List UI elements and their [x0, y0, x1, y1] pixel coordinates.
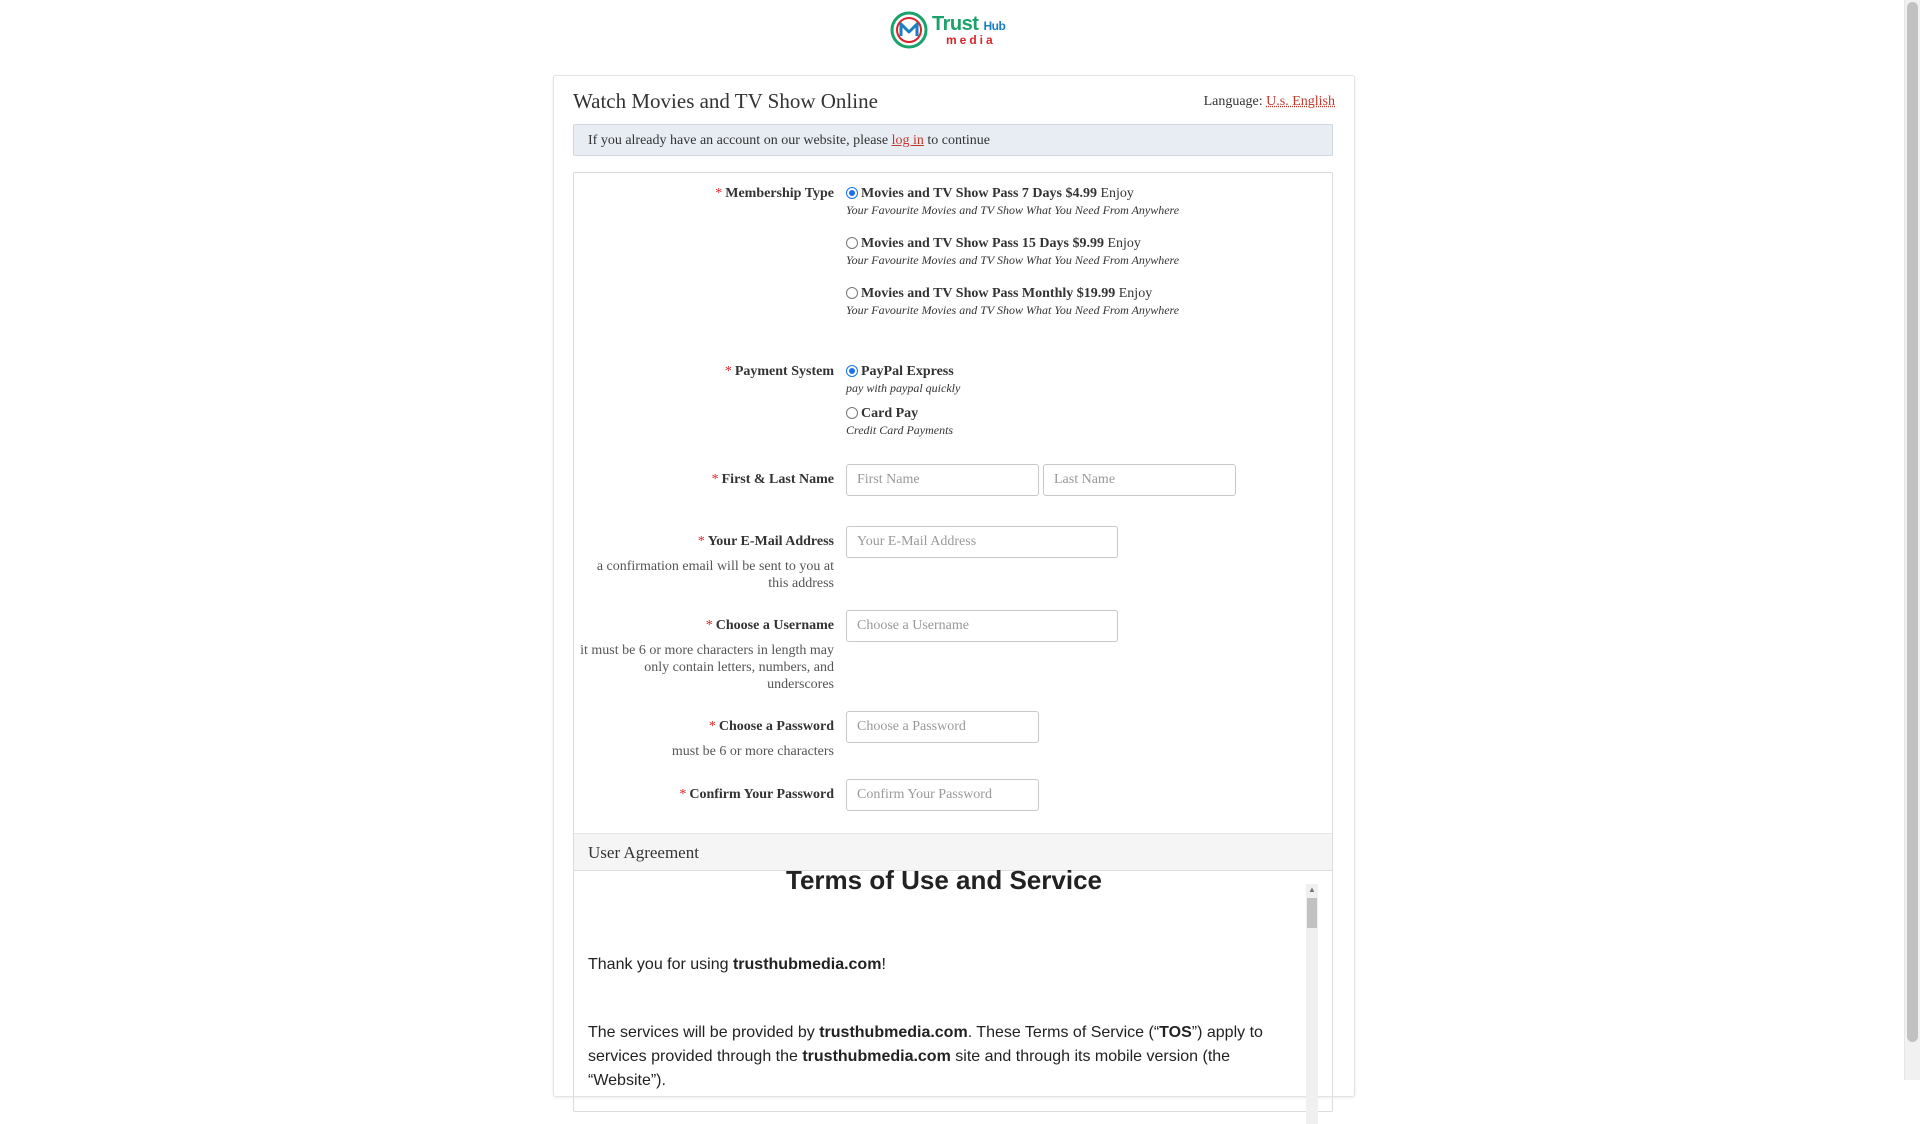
password-label: Choose a Password — [718, 719, 834, 734]
logo-mark-icon — [890, 11, 928, 49]
page-scrollbar-thumb[interactable] — [1907, 2, 1918, 1042]
membership-option-extra: Enjoy — [1107, 236, 1141, 251]
membership-option-monthly[interactable] — [846, 286, 1179, 318]
name-label: First & Last Name — [721, 472, 834, 487]
required-mark: * — [724, 364, 732, 379]
tos-text: Thank you for using — [588, 956, 733, 973]
radio-icon[interactable] — [846, 237, 858, 249]
username-label: Choose a Username — [715, 618, 834, 633]
tos-scrollbar[interactable] — [1306, 884, 1318, 1124]
notice-suffix: to continue — [927, 133, 990, 148]
username-input[interactable] — [846, 610, 1118, 642]
membership-option-desc: Your Favourite Movies and TV Show What You Need From Anywhere — [846, 303, 1180, 317]
membership-option-name: Movies and TV Show Pass 15 Days $9.99 — [861, 236, 1104, 251]
confirm-password-label: Confirm Your Password — [689, 787, 834, 802]
payment-option-name: PayPal Express — [861, 364, 954, 379]
page-scrollbar[interactable] — [1904, 0, 1920, 1080]
payment-option-desc: pay with paypal quickly — [846, 381, 961, 395]
login-notice — [573, 124, 1333, 156]
tos-title: Terms of Use and Service — [786, 865, 1102, 895]
membership-option-15-days[interactable] — [846, 236, 1179, 268]
membership-option-desc: Your Favourite Movies and TV Show What You Need From Anywhere — [846, 203, 1180, 217]
membership-option-name: Movies and TV Show Pass 7 Days $4.99 — [861, 186, 1097, 201]
logo-subtitle: media — [946, 33, 996, 47]
required-mark: * — [679, 787, 687, 802]
radio-checked-icon[interactable] — [846, 187, 858, 199]
radio-icon[interactable] — [846, 407, 858, 419]
tos-text: ! — [881, 956, 886, 973]
required-mark: * — [715, 186, 723, 201]
password-input[interactable] — [846, 711, 1039, 743]
email-note: a confirmation email will be sent to you at this address — [596, 559, 834, 591]
payment-options — [846, 364, 960, 456]
tos-scrollbar-thumb[interactable] — [1307, 898, 1317, 928]
logo-title-suffix: Hub — [983, 19, 1006, 33]
tos-site-name: trusthubmedia.com — [732, 956, 882, 973]
logo-title: Trust — [932, 13, 979, 35]
tos-site-name: trusthubmedia.com — [819, 1024, 968, 1041]
tos-text: site and through its mobile version (the “Website”). — [588, 1048, 1231, 1089]
payment-option-card[interactable] — [846, 406, 960, 438]
tos-site-name: trusthubmedia.com — [802, 1048, 951, 1065]
payment-option-desc: Credit Card Payments — [846, 423, 954, 437]
radio-icon[interactable] — [846, 287, 858, 299]
tos-text: . These Terms of Service (“ — [967, 1024, 1160, 1041]
membership-option-7-days[interactable] — [846, 186, 1179, 218]
password-note: must be 6 or more characters — [671, 744, 834, 759]
tos-text: ”) apply to services provided through the — [588, 1024, 1263, 1065]
membership-option-name: Movies and TV Show Pass Monthly $19.99 — [861, 286, 1116, 301]
signup-card — [553, 75, 1355, 1097]
username-note: it must be 6 or more characters in length may only contain letters, numbers, and underscores — [580, 643, 834, 692]
required-mark: * — [705, 618, 713, 633]
email-input[interactable] — [846, 526, 1118, 558]
site-logo[interactable] — [890, 10, 1014, 50]
membership-option-desc: Your Favourite Movies and TV Show What You Need From Anywhere — [846, 253, 1180, 267]
required-mark: * — [711, 472, 719, 487]
payment-option-name: Card Pay — [861, 406, 919, 421]
user-agreement-heading: User Agreement — [574, 833, 1332, 871]
payment-option-paypal[interactable] — [846, 364, 960, 396]
last-name-input[interactable] — [1043, 464, 1236, 496]
required-mark: * — [697, 534, 705, 549]
page-title: Watch Movies and TV Show Online — [573, 89, 878, 113]
membership-options — [846, 186, 1179, 336]
language-link[interactable]: U.s. English — [1266, 94, 1335, 109]
notice-prefix: If you already have an account on our website, please — [588, 133, 889, 148]
membership-label: Membership Type — [725, 186, 834, 201]
radio-checked-icon[interactable] — [846, 365, 858, 377]
signup-form — [573, 172, 1333, 1112]
email-label: Your E-Mail Address — [707, 534, 834, 549]
payment-label: Payment System — [734, 364, 834, 379]
membership-option-extra: Enjoy — [1118, 286, 1153, 301]
required-mark: * — [708, 719, 716, 734]
tos-abbr: TOS — [1159, 1024, 1192, 1041]
language-label: Language: — [1203, 94, 1263, 109]
tos-text: The services will be provided by — [588, 1024, 820, 1041]
scroll-up-icon[interactable]: ▲ — [1308, 885, 1316, 894]
language-selector — [1204, 94, 1335, 110]
first-name-input[interactable] — [846, 464, 1039, 496]
tos-paragraph-1 — [588, 953, 1288, 977]
confirm-password-input[interactable] — [846, 779, 1039, 811]
terms-of-service-box[interactable] — [574, 865, 1316, 1121]
membership-option-extra: Enjoy — [1100, 186, 1134, 201]
login-link[interactable]: log in — [891, 133, 924, 148]
tos-paragraph-2 — [588, 1021, 1288, 1093]
